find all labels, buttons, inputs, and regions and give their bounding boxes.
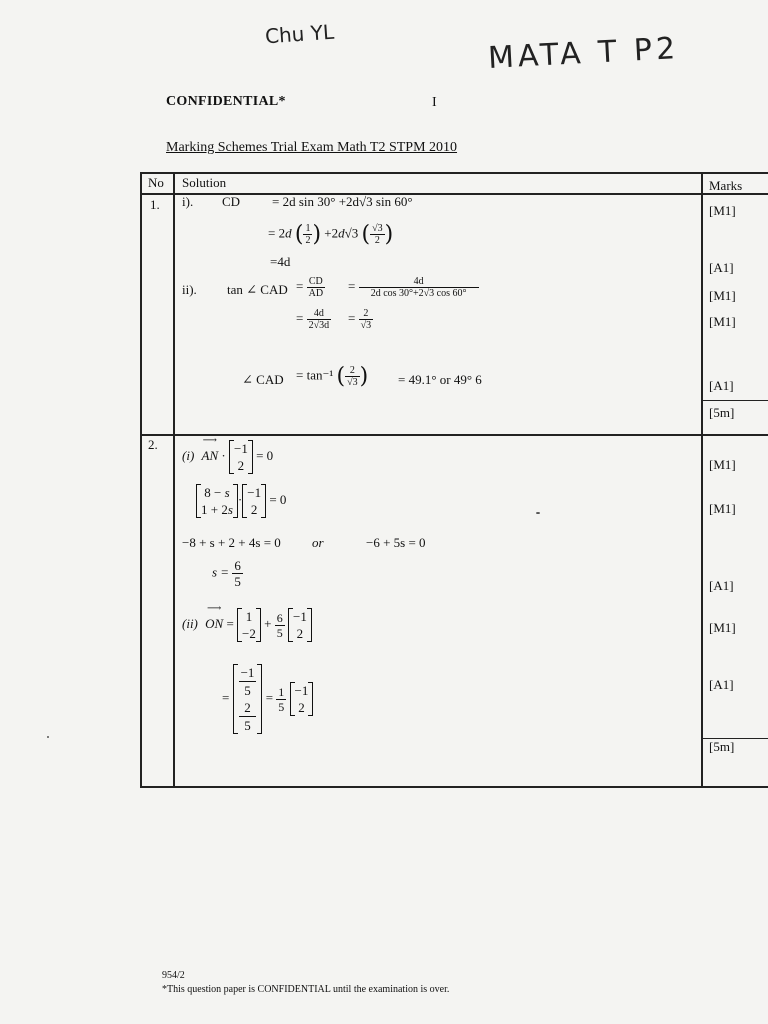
scan-speck xyxy=(536,512,540,514)
q1-frac-cd-ad: = $\frac{CD}{AD}$ xyxy=(296,276,324,299)
q1-part-i-label: i). xyxy=(182,194,194,209)
q2-on-result: = −1 5 2 5 = $\frac{1}{5}$ −1 2 xyxy=(222,664,313,734)
q1-tan-label: tan ∠ CAD xyxy=(227,282,288,297)
q1-total-mark: [5m] xyxy=(709,405,735,420)
header-no: No xyxy=(148,175,164,190)
page-number: I xyxy=(432,95,437,110)
handwritten-subject: MATA T P2 xyxy=(487,31,680,76)
header-marks: Marks xyxy=(709,178,743,193)
q1-number: 1. xyxy=(150,197,160,212)
q2-mark-1: [M1] xyxy=(709,457,736,472)
q1-frac-4d: = $\frac{4d}{\text{2d cos 30°+2√3 cos 60°}}$ xyxy=(348,276,479,299)
footer-code: 954/2 xyxy=(162,970,185,981)
q2-part-ii: (ii) ⟶ ON = 1 −2 + $\frac{6}{5}$ −1 2 xyxy=(182,608,312,642)
q1-angle-label: ∠ CAD xyxy=(242,372,284,387)
q1-cd-label: CD xyxy=(222,194,241,209)
q2-part-i: (i) ⟶ AN · −1 2 = 0 xyxy=(182,440,273,474)
q1-frac-4d-2r3d: = $\frac{4d}{2√3d}$ xyxy=(296,308,330,331)
q1-result: = 49.1° or 49° 6 xyxy=(398,372,482,387)
table-top-border xyxy=(140,172,768,174)
q1-mark-2: [A1] xyxy=(709,260,734,275)
confidential-header: CONFIDENTIAL* xyxy=(166,94,286,109)
q2-or: or xyxy=(312,535,324,550)
q1-line3: =4d xyxy=(270,254,291,269)
handwritten-name: Chu YL xyxy=(264,19,335,49)
q2-mark-2: [M1] xyxy=(709,501,736,516)
q1-frac-2r3: = $\frac{2}{√3}$ xyxy=(348,308,372,331)
q2-mark-5: [A1] xyxy=(709,677,734,692)
marks-column-divider xyxy=(701,172,703,787)
q1-bottom-border xyxy=(140,434,768,436)
q1-line1: = 2d sin 30° +2d√3 sin 60° xyxy=(272,194,413,209)
q2-dot-product: 8 − s 1 + 2s · −1 2 = 0 xyxy=(196,484,286,518)
q2-mark-3: [A1] xyxy=(709,578,734,593)
footer-note: *This question paper is CONFIDENTIAL until the examination is over. xyxy=(162,984,450,995)
document-title: Marking Schemes Trial Exam Math T2 STPM 2010 xyxy=(166,140,458,155)
q2-equation-1: −8 + s + 2 + 4s = 0 xyxy=(182,535,281,550)
table-bottom-border xyxy=(140,786,768,788)
q1-part-ii-label: ii). xyxy=(182,282,197,297)
table-left-border xyxy=(140,172,142,787)
q2-number: 2. xyxy=(148,437,158,452)
q1-line2: = 2d ( $\frac{1}{2}$ ) +2d√3 ( $\frac{√3}{2}$ ) xyxy=(268,222,394,247)
q1-tan-inverse: = tan⁻¹ ( $\frac{2}{√3}$ ) xyxy=(296,364,369,389)
scan-speck xyxy=(47,736,49,738)
q1-mark-4: [M1] xyxy=(709,314,736,329)
q2-mark-4: [M1] xyxy=(709,620,736,635)
q2-total-mark: [5m] xyxy=(709,739,735,754)
q1-total-divider xyxy=(701,400,768,401)
q1-mark-5: [A1] xyxy=(709,378,734,393)
header-solution: Solution xyxy=(182,175,227,190)
q2-equation-2: −6 + 5s = 0 xyxy=(366,535,426,550)
q2-s-value: s = $\frac{6}{5}$ xyxy=(212,558,241,589)
q1-mark-1: [M1] xyxy=(709,203,736,218)
q1-mark-3: [M1] xyxy=(709,288,736,303)
no-column-divider xyxy=(173,172,175,787)
